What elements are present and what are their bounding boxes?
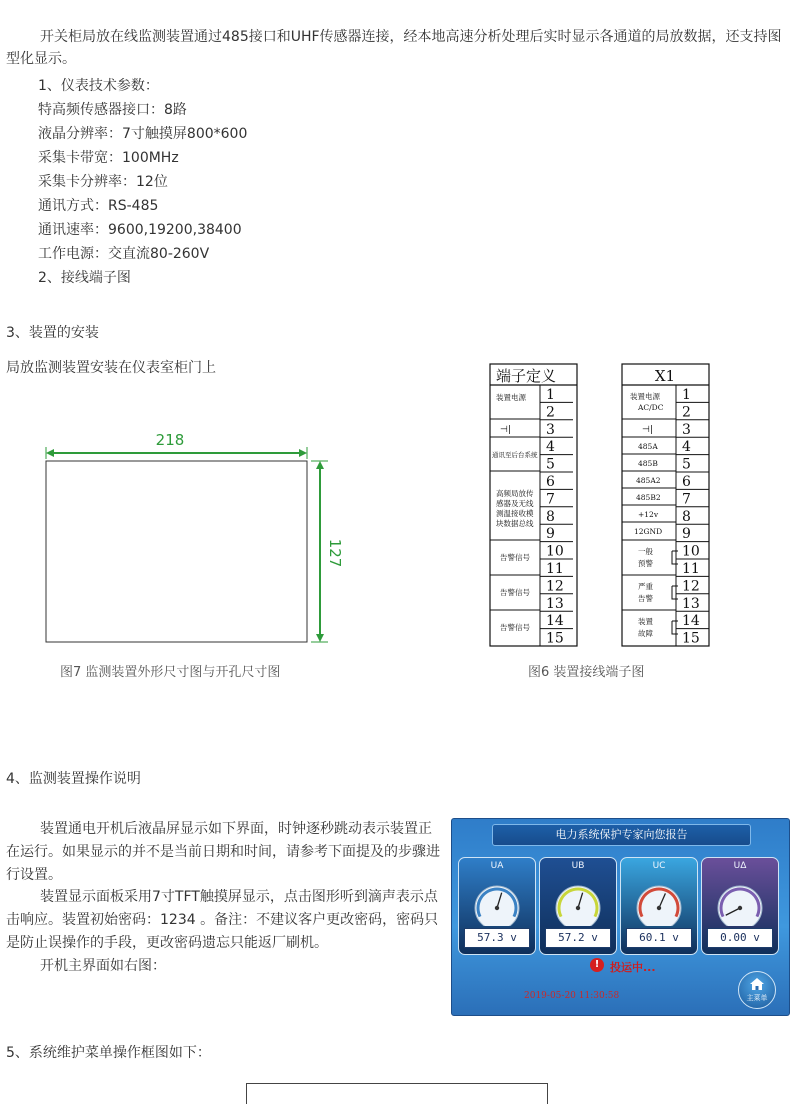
operation-paragraph: 装置显示面板采用7寸TFT触摸屏显示，点击图形听到滴声表示点击响应。装置初始密码：1234 。备注：不建议客户更改密码，密码只是防止误操作的手段，更改密码遗忘只能返厂刷机。	[6, 889, 439, 951]
voltage-gauge[interactable]	[539, 857, 617, 955]
ground-icon: ⊣|	[642, 425, 653, 435]
terminal-left-label: 测温接收模	[496, 509, 534, 518]
terminal-left-title: 端子定义	[496, 367, 557, 385]
terminal-left-number: 14	[546, 613, 564, 630]
terminal-right-label: 485A	[638, 442, 658, 451]
terminal-table-left	[490, 364, 577, 647]
terminal-right-number: 2	[682, 404, 691, 421]
gauge-dial	[629, 874, 689, 926]
home-icon	[749, 977, 765, 991]
terminal-left-number: 2	[546, 404, 555, 421]
terminal-right-number: 6	[682, 474, 691, 490]
dimension-drawing	[30, 425, 360, 650]
terminal-right-label: AC/DC	[638, 403, 664, 412]
gauge-label: UC	[652, 861, 666, 871]
status-text: 投运中...	[610, 961, 656, 974]
terminal-right-title: X1	[654, 367, 676, 385]
gauge-dial	[548, 874, 608, 926]
operation-heading: 4、监测装置操作说明	[6, 771, 141, 787]
operation-paragraph: 装置通电开机后液晶屏显示如下界面，时钟逐秒跳动表示装置正在运行。如果显示的并不是当前日期和时间，请参考下面提及的步骤进行设置。	[6, 821, 440, 883]
gauge-label: UA	[490, 861, 504, 871]
terminal-left-number: 12	[546, 578, 564, 595]
terminal-left-number: 9	[546, 526, 555, 543]
terminal-left-number: 7	[546, 491, 555, 508]
terminal-left-number: 5	[546, 456, 555, 473]
operation-text	[6, 818, 442, 978]
terminal-right-label: 485B2	[636, 493, 661, 502]
fig6-caption: 图6 装置接线端子图	[528, 665, 645, 680]
terminal-left-number: 15	[546, 630, 564, 647]
terminal-right-number: 13	[682, 595, 700, 612]
terminal-right-number: 9	[682, 526, 691, 543]
gauge-value: 0.00 v	[707, 928, 773, 948]
terminal-right-label: 12GND	[634, 527, 663, 536]
terminal-table-right	[622, 364, 709, 647]
terminal-left-label: 告警信号	[500, 553, 530, 562]
gauge-dial	[467, 874, 527, 926]
terminal-right-number: 12	[682, 578, 700, 595]
terminal-left-number: 13	[546, 595, 564, 612]
voltage-gauge[interactable]	[458, 857, 536, 955]
terminal-right-number: 4	[682, 439, 691, 456]
wiring-heading: 2、接线端子图	[38, 270, 131, 286]
terminal-left-number: 6	[546, 474, 555, 490]
voltage-gauge[interactable]	[620, 857, 698, 955]
terminal-right-label: 故障	[638, 629, 653, 638]
spec-line: 液晶分辨率：7寸触摸屏800*600	[38, 126, 248, 142]
terminal-left-number: 3	[546, 421, 555, 438]
clock-display: 2019-05-20 11:30:58	[524, 991, 620, 1001]
terminal-right-number: 7	[682, 491, 691, 508]
terminal-left-label: 告警信号	[500, 623, 530, 632]
install-heading: 3、装置的安装	[6, 325, 99, 341]
terminal-right-label: 485B	[638, 459, 658, 468]
terminal-left-label: 装置电源	[496, 393, 526, 402]
terminal-right-number: 5	[682, 456, 691, 473]
width-label: 218	[155, 431, 185, 449]
gauge-value: 57.3 v	[464, 928, 530, 948]
spec-line: 特高频传感器接口：8路	[38, 102, 187, 118]
intro-paragraph	[6, 26, 794, 70]
terminal-right-label: 485A2	[636, 476, 661, 485]
terminal-right-label: 预警	[638, 559, 653, 568]
terminal-left-number: 11	[546, 561, 564, 577]
terminal-right-label: 告警	[638, 594, 653, 603]
spec-line: 采集卡分辨率：12位	[38, 174, 168, 190]
device-outline	[46, 461, 307, 642]
screen-title: 电力系统保护专家向您报告	[492, 824, 751, 846]
terminal-left-label: 块数据总线	[496, 519, 534, 528]
terminal-left-label: 感器及无线	[496, 499, 534, 508]
terminal-right-label: 装置电源	[630, 392, 660, 401]
terminal-left-label: 通讯至后台系统	[492, 451, 538, 459]
spec-list	[38, 74, 247, 290]
spec-line: 通讯速率：9600,19200,38400	[38, 222, 242, 238]
terminal-right-number: 11	[682, 561, 700, 577]
spec-line: 采集卡带宽：100MHz	[38, 150, 179, 166]
terminal-right-label: 装置	[638, 617, 653, 626]
voltage-gauge[interactable]	[701, 857, 779, 955]
gauge-label: UΔ	[733, 861, 747, 871]
main-menu-label: 主菜单	[746, 994, 768, 1002]
ground-icon: ⊣|	[500, 425, 511, 435]
terminal-right-number: 10	[682, 543, 700, 560]
terminal-left-label: 高频局放传	[496, 489, 534, 498]
spec-line: 工作电源：交直流80-260V	[38, 246, 210, 262]
gauge-label: UB	[571, 861, 585, 871]
height-label: 127	[326, 538, 344, 568]
terminal-right-label: 一般	[638, 547, 653, 556]
terminal-right-label: 严重	[638, 582, 653, 591]
terminal-left-number: 10	[546, 543, 564, 560]
fig7-caption: 图7 监测装置外形尺寸图与开孔尺寸图	[60, 665, 281, 680]
operation-paragraph: 开机主界面如右图：	[40, 957, 166, 974]
terminal-left-number: 1	[546, 387, 555, 403]
terminal-left-number: 4	[546, 439, 555, 456]
alert-icon: !	[590, 958, 604, 972]
terminal-right-number: 15	[682, 630, 700, 647]
device-screen	[451, 818, 790, 1016]
spec-line: 通讯方式：RS-485	[38, 198, 159, 214]
terminal-diagram	[488, 362, 710, 648]
gauge-dial	[710, 874, 770, 926]
install-text: 局放监测装置安装在仪表室柜门上	[6, 360, 216, 376]
terminal-right-number: 1	[682, 387, 691, 403]
main-menu-button[interactable]	[738, 971, 776, 1009]
gauge-value: 57.2 v	[545, 928, 611, 948]
gauge-value: 60.1 v	[626, 928, 692, 948]
spec-heading: 1、仪表技术参数：	[38, 78, 159, 94]
terminal-right-number: 3	[682, 421, 691, 438]
maintenance-heading: 5、系统维护菜单操作框图如下：	[6, 1045, 211, 1061]
terminal-right-label: +12v	[638, 510, 659, 519]
terminal-left-label: 告警信号	[500, 588, 530, 597]
terminal-left-number: 8	[546, 508, 555, 525]
terminal-right-number: 8	[682, 508, 691, 525]
intro-text: 开关柜局放在线监测装置通过485接口和UHF传感器连接，经本地高速分析处理后实时显示各通道的局放数据，还支持图型化显示。	[6, 29, 782, 67]
terminal-right-number: 14	[682, 613, 700, 630]
